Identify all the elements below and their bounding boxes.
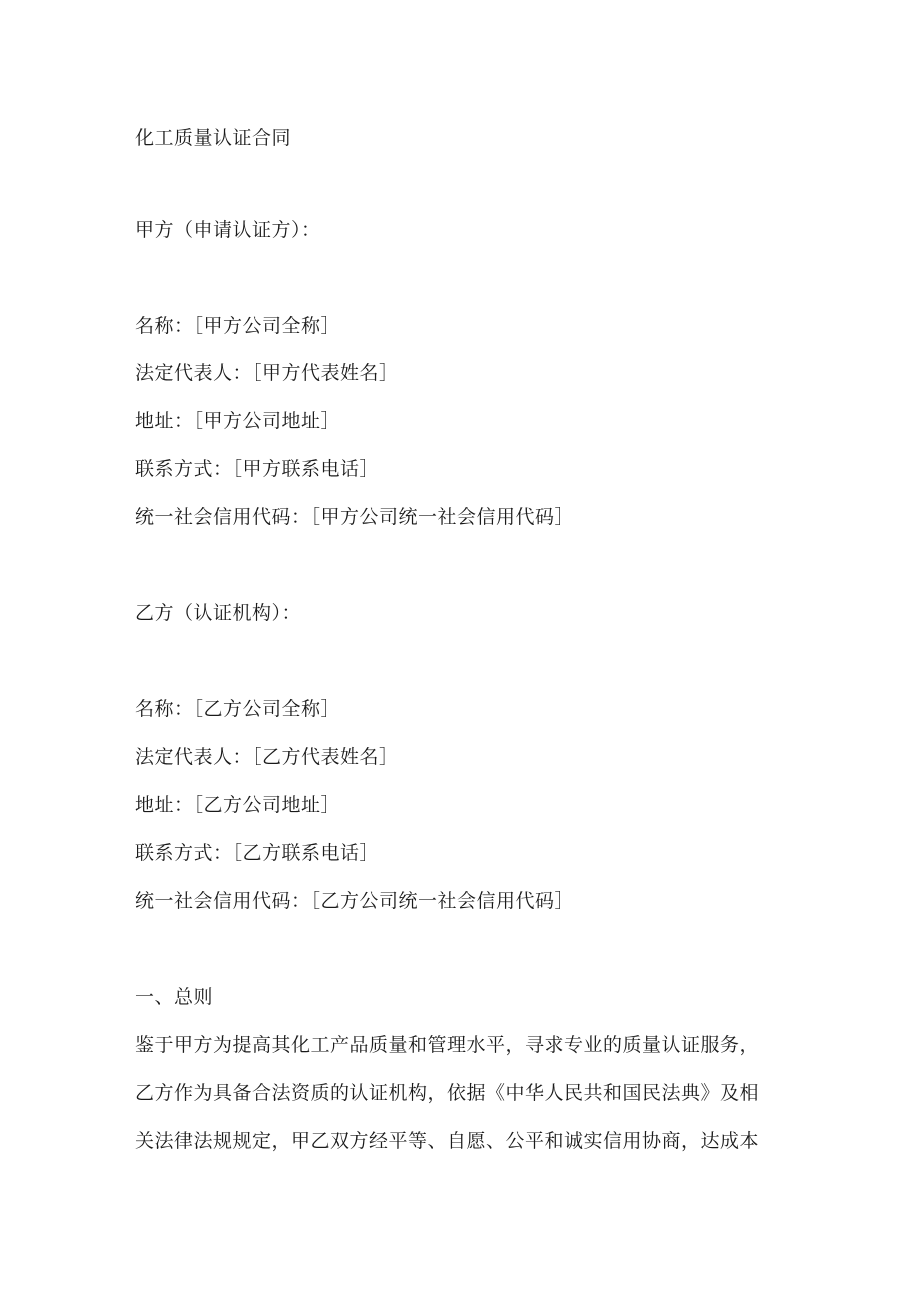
section-1-line: 鉴于甲方为提高其化工产品质量和管理水平，寻求专业的质量认证服务， (135, 1034, 760, 1056)
party-a-name: 名称：［甲方公司全称］ (135, 315, 341, 337)
party-b-representative: 法定代表人：［乙方代表姓名］ (135, 746, 399, 768)
party-b-name: 名称：［乙方公司全称］ (135, 698, 341, 720)
party-b-contact: 联系方式：［乙方联系电话］ (135, 842, 380, 864)
party-b-credit-code: 统一社会信用代码：［乙方公司统一社会信用代码］ (135, 890, 575, 912)
party-a-address: 地址：［甲方公司地址］ (135, 410, 341, 432)
party-b-heading: 乙方（认证机构）： (135, 602, 302, 624)
party-a-representative: 法定代表人：［甲方代表姓名］ (135, 362, 399, 384)
party-a-credit-code: 统一社会信用代码：［甲方公司统一社会信用代码］ (135, 506, 575, 528)
party-a-contact: 联系方式：［甲方联系电话］ (135, 458, 380, 480)
party-b-address: 地址：［乙方公司地址］ (135, 794, 341, 816)
party-a-heading: 甲方（申请认证方）： (135, 219, 321, 241)
document-title: 化工质量认证合同 (135, 127, 292, 149)
section-1-line: 乙方作为具备合法资质的认证机构，依据《中华人民共和国民法典》及相 (135, 1082, 760, 1104)
section-1-line: 关法律法规规定，甲乙双方经平等、自愿、公平和诚实信用协商，达成本 (135, 1130, 760, 1152)
section-1-heading: 一、总则 (135, 986, 214, 1008)
